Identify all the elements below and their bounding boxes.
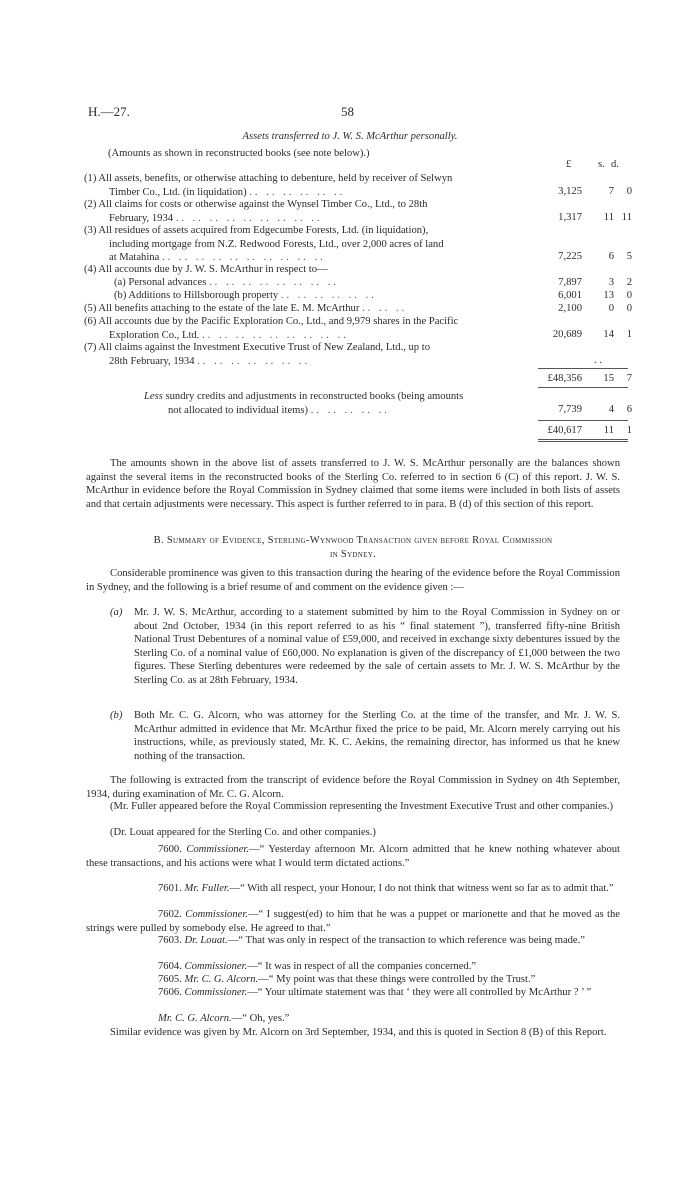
subtotal-rule xyxy=(538,368,628,369)
transcript-7601: 7601. Mr. Fuller.—“ With all respect, your Honour, I do not think that witness went so far as to admit that.” xyxy=(158,883,614,894)
total-rule xyxy=(538,420,628,421)
paragraph-amounts: The amounts shown in the above list of assets transferred to J. W. S. McArthur personally are the balances shown against the several items in the reconstructed books of the Sterling Co. referred to in section 6 (C) of this report. J. W. S. McArthur in evidence before the Royal Commission in Sydney claimed that some items were included in both lists of assets and that certain adjustments were necessary. This aspect is further referred to in para. B (d) of this section of this report. xyxy=(86,458,620,510)
document-page: H.—27. 58 Assets transferred to J. W. S. McArthur personally. (Amounts as shown in reconstructed books (see note below).) £ s. d. (1) All assets, benefits, or otherwise attaching to debenture, held by receiver of Selwyn Timber Co., Ltd. (in liquidation) .. .. .. .. .. .. 3,125 7 0 (2) All claims for costs or otherwise against the Wynsel Timber Co., Ltd., to 28th February, 1934 .. .. .. .. .. .. .. .. .. 1,317 11 11 (3) All residues of assets acquired from Edgecumbe Forests, Ltd. (in liquidation), including mortgage from N.Z. Redwood Forests, Ltd., over 2,000 acres of land at Matahina .. .. .. .. .. .. .. .. .. .. 7,225 6 5 (4) All accounts due by J. W. S. McArthur in respect to— (a) Personal advances .. .. .. .. .. .. .. .. 7,897 3 2 (b) Additions to Hillsborough property .. .. .. .. .. .. 6,001 13 0 (5) All benefits attaching to the estate of the late E. M. McArthur .. .. .. 2,100 0 0 (6) All accounts due by the Pacific Exploration Co., Ltd., and 9,979 shares in the Pacific Exploration Co., Ltd. .. .. .. .. .. .. .. .. .. 20,689 14 1 (7) All claims against the Investment Executive Trust of New Zealand, Ltd., up to 28th February, 1934 .. .. .. .. .. .. .. . . £48,356 15 7 Less sundry credits and adjustments in reconstructed books (being amounts not allocated to individual items) .. .. .. .. .. 7,739 4 6 £40,617 11 1 The amounts shown in the above list of assets transferred to J. W. S. McArthur personally are the balances shown against the several items in the reconstructed books of the Sterling Co. referred to in section 6 (C) of this report. J. W. S. McArthur in evidence before the Royal Commission in Sydney claimed that some items were included in both lists of assets and that certain adjustments were necessary. This aspect is further referred to in para. B (d) of this section of this report. B. Summary of Evidence, Sterling-Wynwood Transaction given before Royal Commission in Sydney. Considerable prominence was given to this transaction during the hearing of the evidence before the Royal Commission in Sydney, and the following is a brief resume of and comment on the evidence given :— (a) Mr. J. W. S. McArthur, according to a statement submitted by him to the Royal Commission in Sydney on or about 2nd October, 1934 (in this report referred to as his “ final statement ”), transferred fifty-nine British National Trust Debentures of a nominal value of £59,000, and received in exchange sixty debentures issued by the Sterling Co. of a nominal value of £60,000. No explanation is given of the discrepancy of £1,000 between the two figures. These Sterling debentures were redeemed by the sale of certain assets to Mr. J. W. S. McArthur by the Sterling Co. as at 28th February, 1934. (b) Both Mr. C. G. Alcorn, who was attorney for the Sterling Co. at the time of the transfer, and Mr. J. W. S. McArthur admitted in evidence that Mr. McArthur fixed the price to be paid, Mr. Alcorn merely carrying out his instructions, while, as previously stated, Mr. K. C. Aekins, the remaining director, has informed us that he knew nothing of the transaction. The following is extracted from the transcript of evidence before the Royal Commission in Sydney on 4th September, 1934, during examination of Mr. C. G. Alcorn. (Mr. Fuller appeared before the Royal Commission representing the Investment Executive Trust and other companies.) (Dr. Louat appeared for the Sterling Co. and other companies.) 7600. Commissioner.—“ Yesterday afternoon Mr. Alcorn admitted that he knew nothing whatever about these transactions, and his actions were what I would term dictated actions.” 7601. Mr. Fuller.—“ With all respect, your Honour, I do not think that witness went so far as to admit that.” 7602. Commissioner.—“ I suggest(ed) to him that he was a puppet or marionette and that he moved as the strings were pulled by somebody else. He agreed to that.” 7603. Dr. Louat.—“ That was only in respect of the transaction to which reference was being made.” 7604. Commissioner.—“ It was in respect of all the companies concerned.” 7605. Mr. C. G. Alcorn.—“ My point was that these things were controlled by the Trust.” 7606. Commissioner.—“ Your ultimate statement was that ‘ they were all controlled by McArthur ? ’ ” Mr. C. G. Alcorn.—“ Oh, yes.” Similar evidence was given by Mr. Alcorn on 3rd September, 1934, and this is quoted in Section 8 (B) of this Report. xyxy=(0,0,700,1179)
total-double-rule-1 xyxy=(538,439,628,440)
amount-shillings: 7 xyxy=(608,186,614,197)
transcript-7602: 7602. Commissioner.—“ I suggest(ed) to him that he was a puppet or marionette and that he moved as the strings were pulled by somebody else. He agreed to that.” xyxy=(86,909,620,934)
col-head-pounds: £ xyxy=(566,159,572,170)
section-b-intro: Considerable prominence was given to this transaction during the hearing of the evidence before the Royal Commission in Sydney, and the following is a brief resume of and comment on the evidence given :— xyxy=(86,568,620,593)
col-head-pence: d. xyxy=(611,159,619,170)
fuller-note: (Mr. Fuller appeared before the Royal Commission representing the Investment Executive Trust and other companies.) xyxy=(110,801,614,812)
report-reference: H.—27. xyxy=(88,104,130,119)
transcript-7604: 7604. Commissioner.—“ It was in respect of all the companies concerned.” xyxy=(158,961,477,972)
assets-title: Assets transferred to J. W. S. McArthur personally. xyxy=(242,131,458,142)
amount-pence: 0 xyxy=(626,186,632,197)
closing-paragraph: Similar evidence was given by Mr. Alcorn on 3rd September, 1934, and this is quoted in Section 8 (B) of this Report. xyxy=(110,1027,607,1038)
amount-pounds: 3,125 xyxy=(558,186,582,197)
transcript-7600: 7600. Commissioner.—“ Yesterday afternoon Mr. Alcorn admitted that he knew nothing whatever about these transactions, and his actions were what I would term dictated actions.” xyxy=(86,844,620,869)
subtotal-underline xyxy=(538,387,628,388)
transcript-7605: 7605. Mr. C. G. Alcorn.—“ My point was that these things were controlled by the Trust.” xyxy=(158,974,536,985)
louat-note: (Dr. Louat appeared for the Sterling Co. and other companies.) xyxy=(110,827,376,838)
total-double-rule-2 xyxy=(538,441,628,442)
extract-intro: The following is extracted from the transcript of evidence before the Royal Commission in Sydney on 4th September, 1934, during examination of Mr. C. G. Alcorn. xyxy=(86,775,620,800)
transcript-alcorn-reply: Mr. C. G. Alcorn.—“ Oh, yes.” xyxy=(158,1013,290,1024)
amount-blank: . . xyxy=(594,355,602,366)
amounts-note: (Amounts as shown in reconstructed books (see note below).) xyxy=(108,148,370,159)
col-head-shillings: s. xyxy=(598,159,605,170)
transcript-7603: 7603. Dr. Louat.—“ That was only in respect of the transaction to which reference was being made.” xyxy=(158,935,585,946)
transcript-7606: 7606. Commissioner.—“ Your ultimate statement was that ‘ they were all controlled by McArthur ? ’ ” xyxy=(158,987,592,998)
section-b-heading: B. Summary of Evidence, Sterling-Wynwood Transaction given before Royal Commission in Sydney. xyxy=(153,535,553,560)
page-number: 58 xyxy=(341,104,354,119)
